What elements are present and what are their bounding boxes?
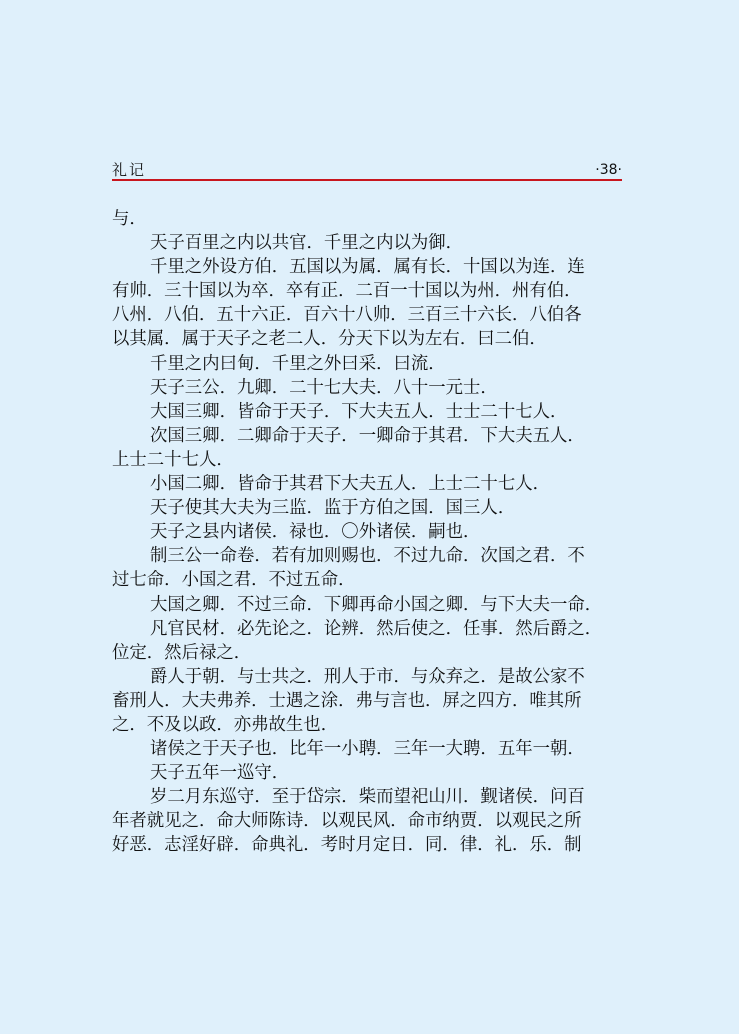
text-line: 以其属．属于天子之老二人．分天下以为左右．曰二伯． [112, 329, 547, 350]
header-rule [112, 179, 622, 181]
text-line: 有帅．三十国以为卒．卒有正．二百一十国以为州．州有伯． [112, 281, 582, 302]
text-line: 次国三卿．二卿命于天子．一卿命于其君．下大夫五人． [150, 425, 585, 446]
text-line: 千里之内曰甸．千里之外曰采．曰流． [150, 353, 446, 374]
text-line: 爵人于朝．与士共之．刑人于市．与众弃之．是故公家不 [150, 666, 585, 687]
book-title: 礼记 [112, 161, 147, 179]
text-line: 岁二月东巡守．至于岱宗．柴而望祀山川．觐诸侯．问百 [150, 787, 585, 808]
text-line: 千里之外设方伯．五国以为属．属有长．十国以为连．连 [150, 257, 585, 278]
text-line: 好恶．志淫好辟．命典礼．考时月定日．同．律．礼．乐．制 [112, 835, 582, 856]
text-line: 天子三公．九卿．二十七大夫．八十一元士． [150, 377, 498, 398]
text-line: 小国二卿．皆命于其君下大夫五人．上士二十七人． [150, 474, 550, 495]
text-line: 凡官民材．必先论之．论辨．然后使之．任事．然后爵之． [150, 618, 603, 639]
text-line: 与． [112, 209, 147, 229]
text-line: 大国三卿．皆命于天子．下大夫五人．士士二十七人． [150, 401, 568, 422]
text-line: 大国之卿．不过三命．下卿再命小国之卿．与下大夫一命． [150, 594, 603, 615]
text-line: 畜刑人．大夫弗养．士遇之涂．弗与言也．屏之四方．唯其所 [112, 690, 582, 711]
text-line: 位定．然后禄之． [112, 642, 252, 663]
text-line: 天子百里之内以共官．千里之内以为御． [150, 233, 464, 254]
text-line: 制三公一命卷．若有加则赐也．不过九命．次国之君．不 [150, 546, 585, 567]
page-header [112, 160, 622, 180]
text-line: 天子五年一巡守． [150, 763, 290, 784]
text-line: 之．不及以政．亦弗故生也． [112, 714, 339, 735]
text-line: 上士二十七人． [112, 449, 234, 470]
text-line: 八州．八伯．五十六正．百六十八帅．三百三十六长．八伯各 [112, 305, 582, 326]
text-line: 天子之县内诸侯．禄也．〇外诸侯．嗣也． [150, 522, 481, 543]
page-number: ·38· [595, 162, 622, 178]
body-text [112, 207, 647, 858]
text-line: 诸侯之于天子也．比年一小聘．三年一大聘．五年一朝． [150, 739, 585, 760]
text-line: 年者就见之．命大师陈诗．以观民风．命市纳贾．以观民之所 [112, 811, 582, 832]
text-line: 过七命．小国之君．不过五命． [112, 570, 356, 591]
text-line: 天子使其大夫为三监．监于方伯之国．国三人． [150, 498, 516, 519]
